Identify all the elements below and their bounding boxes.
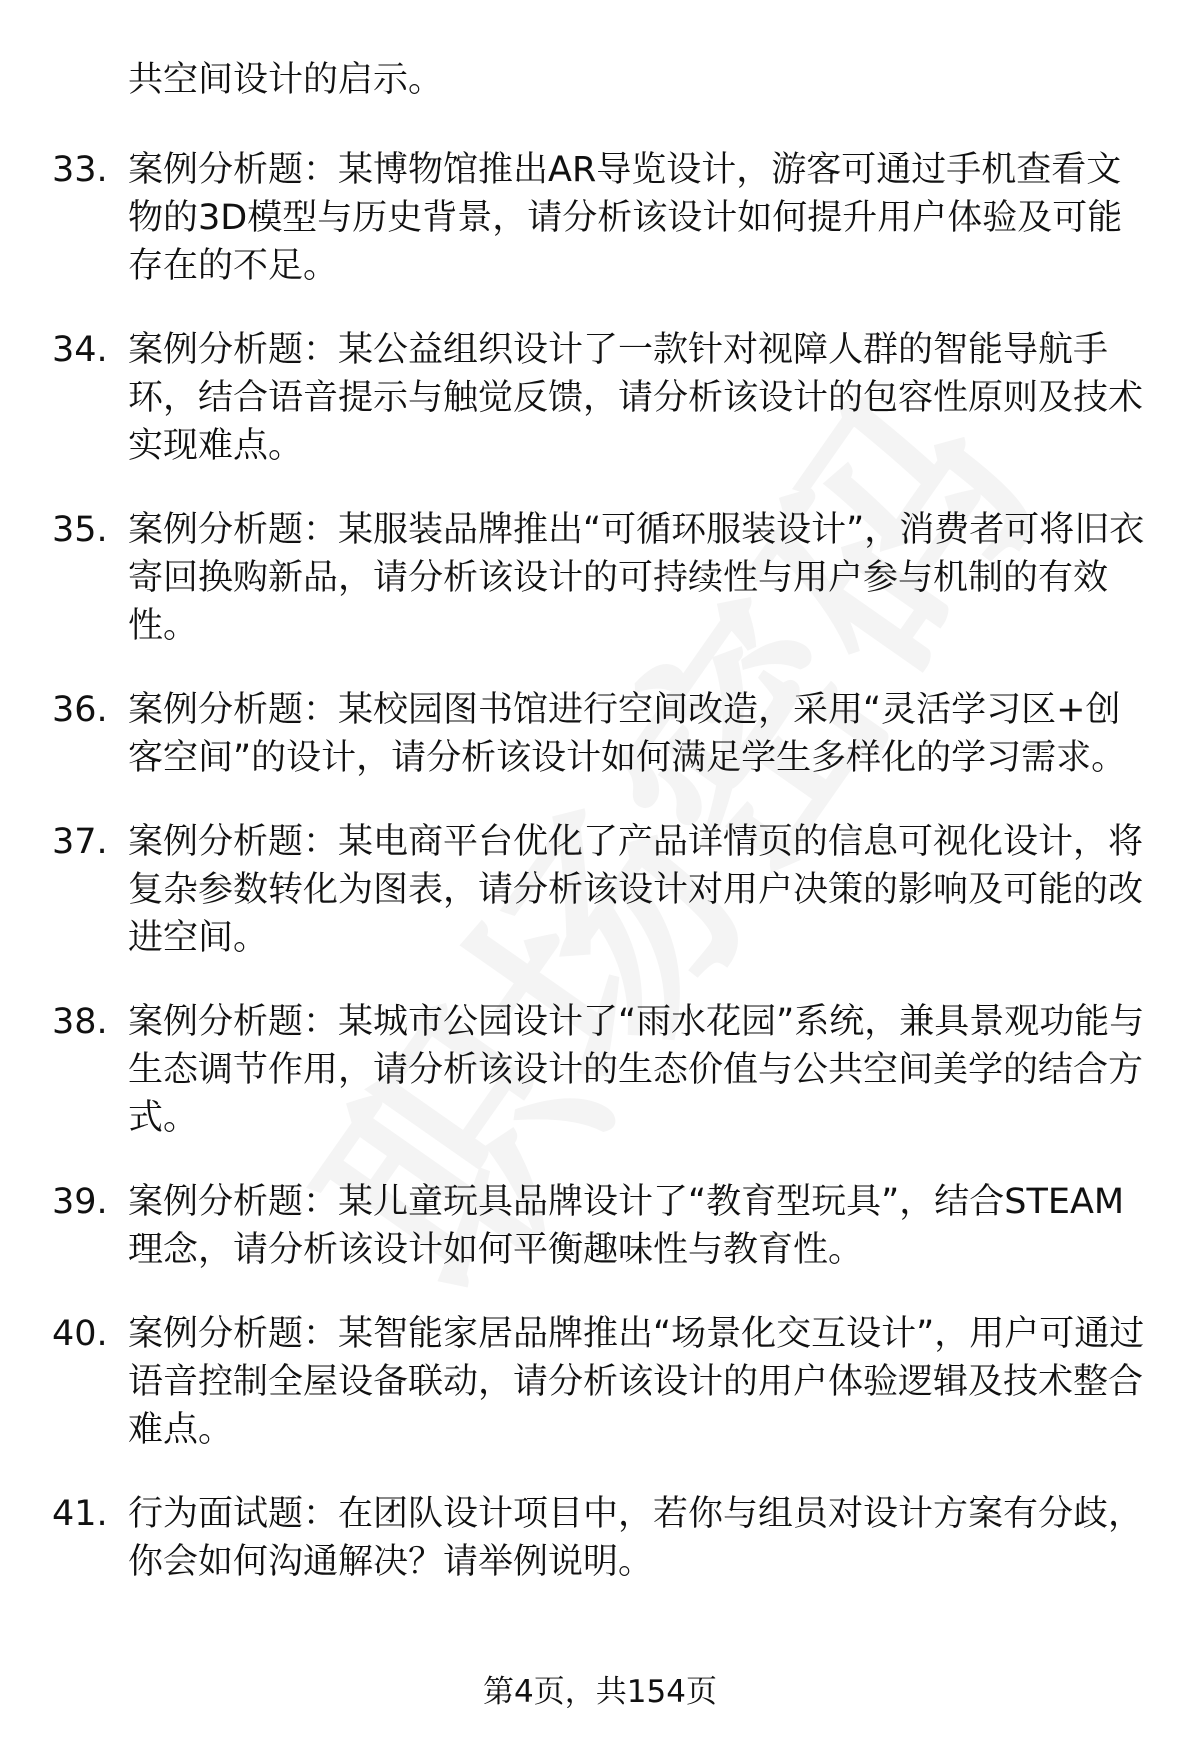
- page-footer: 第4页，共154页: [483, 1674, 717, 1710]
- question-text: 案例分析题：某校园图书馆进行空间改造，采用“灵活学习区+创客空间”的设计，请分析该设计如何满足学生多样化的学习需求。: [128, 690, 1127, 778]
- question-item: [0, 686, 1200, 782]
- question-text: 案例分析题：某博物馆推出AR导览设计，游客可通过手机查看文物的3D模型与历史背景，请分析该设计如何提升用户体验及可能存在的不足。: [128, 150, 1123, 286]
- question-number: 40.: [52, 1314, 108, 1354]
- continuation-text: 共空间设计的启示。: [128, 60, 444, 100]
- question-item: [0, 818, 1200, 962]
- question-number: 38.: [52, 1002, 108, 1042]
- question-number: 37.: [52, 822, 108, 862]
- question-number: 41.: [52, 1494, 108, 1534]
- question-text: 案例分析题：某公益组织设计了一款针对视障人群的智能导航手环，结合语音提示与触觉反馈，请分析该设计的包容性原则及技术实现难点。: [128, 330, 1144, 466]
- question-text: 案例分析题：某儿童玩具品牌设计了“教育型玩具”，结合STEAM理念，请分析该设计如何平衡趣味性与教育性。: [128, 1182, 1125, 1270]
- question-item: [0, 1310, 1200, 1454]
- question-item: [0, 998, 1200, 1142]
- question-number: 36.: [52, 690, 108, 730]
- question-number: 39.: [52, 1182, 108, 1222]
- question-item: [0, 146, 1200, 290]
- question-text: 案例分析题：某智能家居品牌推出“场景化交互设计”，用户可通过语音控制全屋设备联动，请分析该设计的用户体验逻辑及技术整合难点。: [128, 1314, 1145, 1450]
- question-text: 行为面试题：在团队设计项目中，若你与组员对设计方案有分歧，你会如何沟通解决？请举例说明。: [128, 1494, 1144, 1582]
- question-number: 34.: [52, 330, 108, 370]
- question-item: [0, 506, 1200, 650]
- question-item: [0, 326, 1200, 470]
- question-number: 35.: [52, 510, 108, 550]
- question-list: [0, 146, 1200, 1622]
- question-text: 案例分析题：某电商平台优化了产品详情页的信息可视化设计，将复杂参数转化为图表，请分析该设计对用户决策的影响及可能的改进空间。: [128, 822, 1144, 958]
- question-text: 案例分析题：某城市公园设计了“雨水花园”系统，兼具景观功能与生态调节作用，请分析该设计的生态价值与公共空间美学的结合方式。: [128, 1002, 1145, 1138]
- question-item: [0, 1178, 1200, 1274]
- question-number: 33.: [52, 150, 108, 190]
- question-item: [0, 1490, 1200, 1586]
- question-text: 案例分析题：某服装品牌推出“可循环服装设计”，消费者可将旧衣寄回换购新品，请分析该设计的可持续性与用户参与机制的有效性。: [128, 510, 1145, 646]
